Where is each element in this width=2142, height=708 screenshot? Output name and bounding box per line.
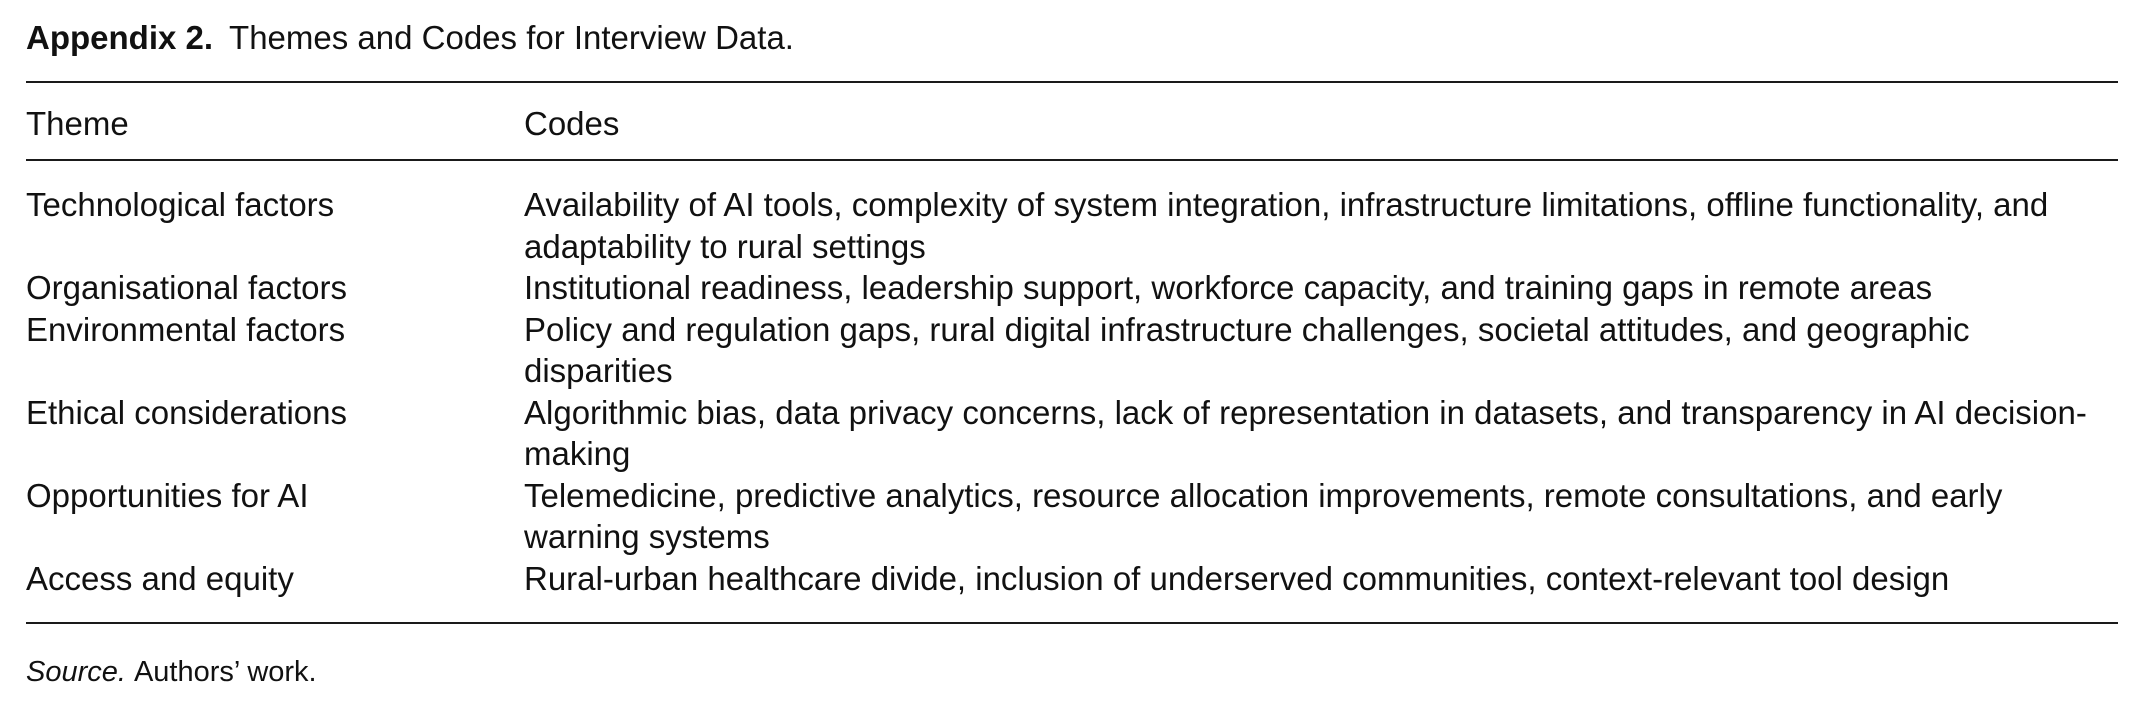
caption-title: Themes and Codes for Interview Data. (229, 19, 794, 56)
codes-cell: Availability of AI tools, complexity of system integration, infrastructure limitations, offline functionality, and adaptability to rural settings (524, 186, 2049, 265)
table-caption (26, 16, 794, 60)
table-top-rule (26, 81, 2118, 83)
codes-cell: Rural-urban healthcare divide, inclusion of underserved communities, context-relevant tool design (524, 559, 1950, 597)
table-row (26, 267, 2118, 309)
theme-cell: Opportunities for AI (26, 476, 309, 514)
appendix-table-page (26, 0, 2118, 708)
header-theme: Theme (26, 105, 129, 142)
table-bottom-rule (26, 622, 2118, 624)
table-header-rule (26, 159, 2118, 161)
theme-cell: Technological factors (26, 186, 335, 223)
table-footnote (26, 652, 317, 692)
theme-cell: Ethical considerations (26, 393, 348, 431)
footnote-text: Authors’ work. (133, 656, 317, 688)
table-header-row (26, 102, 2118, 146)
table-row (26, 558, 2118, 600)
theme-cell: Access and equity (26, 559, 294, 597)
table-row (26, 392, 2118, 475)
codes-cell: Policy and regulation gaps, rural digital infrastructure challenges, societal attitudes, and geographic disparities (524, 310, 1970, 389)
codes-cell: Algorithmic bias, data privacy concerns, lack of representation in datasets, and transparency in AI decision-making (524, 393, 2087, 472)
codes-cell: Telemedicine, predictive analytics, resource allocation improvements, remote consultations, and early warning systems (524, 476, 2003, 555)
table-row (26, 309, 2118, 392)
table-row (26, 184, 2118, 267)
theme-cell: Environmental factors (26, 310, 346, 348)
codes-cell: Institutional readiness, leadership support, workforce capacity, and training gaps in remote areas (524, 269, 1933, 306)
footnote-label: Source. (26, 656, 126, 688)
header-codes: Codes (524, 105, 620, 142)
theme-cell: Organisational factors (26, 269, 347, 306)
table-row (26, 475, 2118, 558)
caption-label: Appendix 2. (26, 19, 214, 56)
table-body (26, 184, 2118, 599)
